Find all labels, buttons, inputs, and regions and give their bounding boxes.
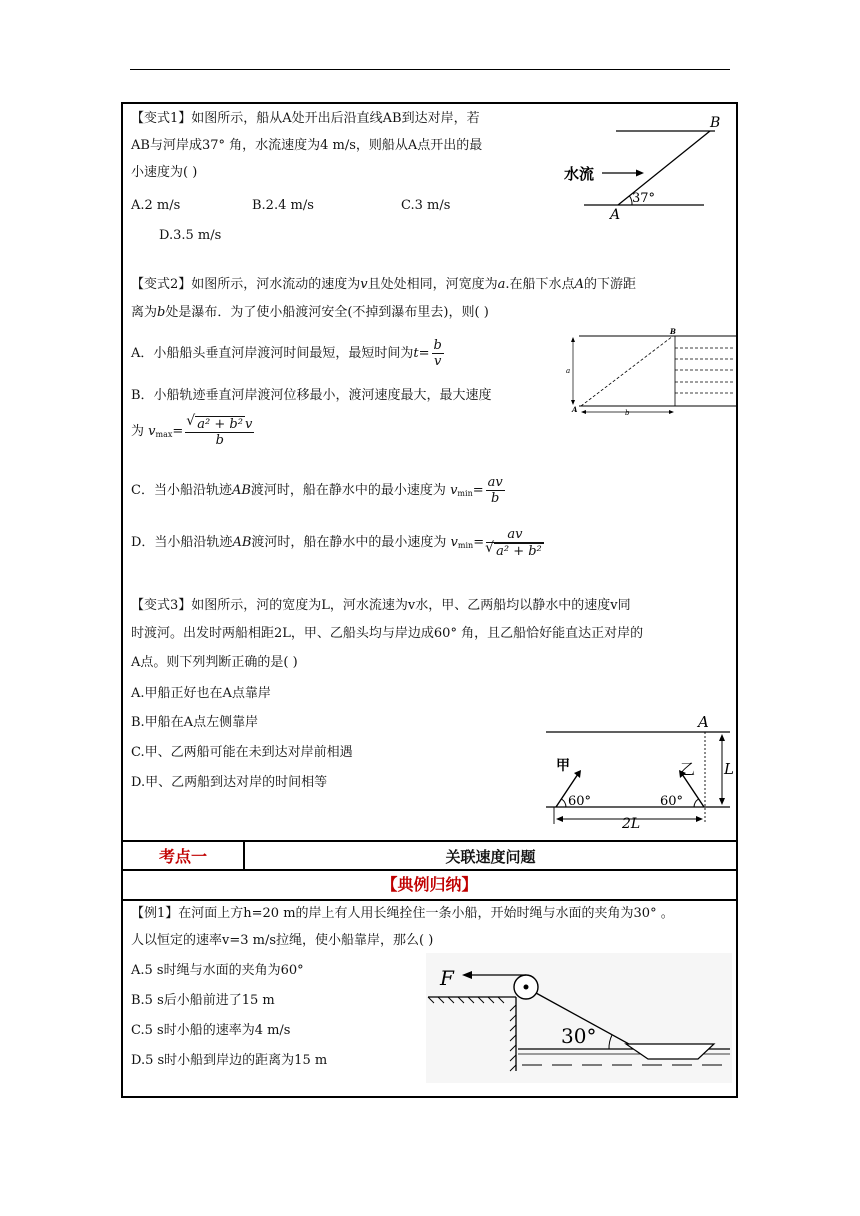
v2-fig-label-width: a bbox=[566, 367, 571, 375]
v2-l2a: 离为 bbox=[131, 305, 158, 320]
v3-option-c: C.甲、乙两船可能在未到达对岸前相遇 bbox=[131, 745, 353, 760]
v2-optc-eq: = bbox=[472, 483, 484, 498]
v1-figure bbox=[560, 112, 720, 224]
v2-opta-t: t bbox=[413, 346, 419, 361]
v2-option-b-2 bbox=[131, 415, 254, 452]
v3-line-3: A点。则下列判断正确的是( ) bbox=[131, 655, 298, 670]
v2-l2b: 处是瀑布．为了使小船渡河安全(不掉到瀑布里去)，则( ) bbox=[165, 305, 489, 320]
v2-fig-label-b: B bbox=[670, 327, 676, 336]
v2-optb-eq: = bbox=[172, 424, 184, 439]
v3-option-d: D.甲、乙两船到达对岸的时间相等 bbox=[131, 775, 328, 790]
v2-optb-num-v: v bbox=[244, 416, 253, 432]
v1-fig-label-b: B bbox=[710, 115, 720, 131]
v2-option-c bbox=[131, 474, 505, 511]
ex1-option-d: D.5 s时小船到岸边的距离为15 m bbox=[131, 1053, 328, 1068]
v3-fig-label-jia: 甲 bbox=[556, 758, 570, 774]
v1-option-d: D.3.5 m/s bbox=[159, 228, 222, 243]
v2-optd-text: D．当小船沿轨迹 bbox=[131, 535, 233, 550]
ex1-fig-label-f: F bbox=[440, 966, 454, 990]
v2-optd-num: av bbox=[486, 527, 544, 543]
v2-optd-den bbox=[486, 543, 544, 559]
v2-fig-label-dist: b bbox=[625, 409, 630, 416]
ex1-figure bbox=[426, 953, 732, 1083]
v2-optd-fraction bbox=[486, 527, 544, 559]
ex1-option-a: A.5 s时绳与水面的夹角为60° bbox=[131, 963, 304, 978]
v1-line-3: 小速度为( ) bbox=[131, 165, 198, 180]
v2-optd-vmin: v bbox=[450, 535, 458, 550]
ex1-fig-label-angle: 30° bbox=[561, 1024, 597, 1048]
v2-optc-den: b bbox=[491, 491, 500, 506]
v3-fig-label-dist: 2L bbox=[622, 816, 641, 832]
v2-fig-label-a: A bbox=[572, 405, 578, 414]
v2-optd-vmin-sub: min bbox=[457, 541, 474, 550]
v2-vmax: v bbox=[148, 424, 156, 439]
v1-option-a: A.2 m/s bbox=[131, 198, 181, 213]
ex1-line-1: 【例1】在河面上方h=20 m的岸上有人用长绳拴住一条小船，开始时绳与水面的夹角为30° 。 bbox=[131, 906, 674, 921]
v1-option-c: C.3 m/s bbox=[401, 198, 451, 213]
v3-fig-label-angle1: 60° bbox=[568, 794, 592, 809]
v2-A: A bbox=[574, 277, 584, 292]
v2-optb-den: b bbox=[215, 432, 224, 448]
v2-l1d: 的下游距 bbox=[583, 277, 636, 292]
v3-fig-label-yi: 乙 bbox=[680, 760, 696, 778]
v2-optb-wei: 为 bbox=[131, 424, 145, 439]
v2-optc-text: C．当小船沿轨迹 bbox=[131, 483, 232, 498]
v2-line-2 bbox=[131, 304, 489, 322]
v1-fig-label-a: A bbox=[610, 207, 621, 223]
v2-optc-num: av bbox=[487, 475, 503, 490]
v2-optc-fraction bbox=[486, 475, 505, 506]
v3-fig-label-l: L bbox=[724, 760, 734, 778]
v2-vmin: v bbox=[450, 483, 458, 498]
v3-figure bbox=[540, 712, 736, 832]
v2-opta-text: A．小船船头垂直河岸渡河时间最短，最短时间为 bbox=[131, 346, 414, 361]
ex1-option-b: B.5 s后小船前进了15 m bbox=[131, 993, 275, 1008]
header-rule bbox=[130, 69, 730, 70]
dianli-row bbox=[121, 871, 738, 901]
v2-figure bbox=[563, 326, 736, 416]
v2-optd-ab: AB bbox=[232, 535, 252, 550]
v3-line-2: 时渡河。出发时两船相距2L，甲、乙船头均与岸边成60° 角，且乙船恰好能直达正对岸的 bbox=[131, 626, 644, 641]
v2-option-a bbox=[131, 337, 444, 371]
v3-line-1: 【变式3】如图所示，河的宽度为L，河水流速为v水，甲、乙两船均以静水中的速度v同 bbox=[131, 598, 631, 613]
ex1-option-c: C.5 s时小船的速率为4 m/s bbox=[131, 1023, 291, 1038]
v1-line-2: AB与河岸成37° 角，水流速度为4 m/s，则船从A点开出的最 bbox=[131, 138, 483, 153]
v2-l1a: 【变式2】如图所示，河水流动的速度为 bbox=[131, 277, 361, 292]
v3-fig-label-a: A bbox=[698, 713, 709, 731]
v2-optd-text2: 渡河时，船在静水中的最小速度为 bbox=[251, 535, 447, 550]
v2-vmax-sub: max bbox=[155, 430, 173, 439]
v3-fig-label-angle2: 60° bbox=[660, 794, 684, 809]
v2-optd-eq: = bbox=[473, 535, 485, 550]
v2-optd-root: √ a² + b² bbox=[494, 543, 544, 559]
kaodian-row bbox=[121, 840, 738, 871]
dianli-title: 【典例归纳】 bbox=[381, 875, 478, 894]
kaodian-label: 考点一 bbox=[123, 842, 245, 869]
v2-optc-text2: 渡河时，船在静水中的最小速度为 bbox=[250, 483, 446, 498]
v2-b: b bbox=[157, 305, 166, 320]
v2-a: a bbox=[497, 277, 506, 292]
v2-vmin-sub: min bbox=[457, 489, 473, 498]
v2-opta-den: v bbox=[434, 354, 442, 369]
v2-v: v bbox=[360, 277, 368, 292]
v2-optb-num bbox=[185, 416, 254, 433]
v2-l1b: 且处处相同，河宽度为 bbox=[367, 277, 498, 292]
v3-option-b: B.甲船在A点左侧靠岸 bbox=[131, 715, 259, 730]
v1-option-b: B.2.4 m/s bbox=[252, 198, 314, 213]
v2-line-1 bbox=[131, 276, 636, 294]
kaodian-title: 关联速度问题 bbox=[445, 848, 536, 866]
ex1-line-2: 人以恒定的速率v=3 m/s拉绳，使小船靠岸，那么( ) bbox=[131, 933, 434, 948]
v1-fig-label-angle: 37° bbox=[632, 191, 656, 206]
v2-l1c: .在船下水点 bbox=[505, 277, 575, 292]
v1-line-1: 【变式1】如图所示，船从A处开出后沿直线AB到达对岸，若 bbox=[131, 111, 480, 126]
v2-option-b-1: B．小船轨迹垂直河岸渡河位移最小，渡河速度最大，最大速度 bbox=[131, 388, 492, 403]
v1-fig-label-flow: 水流 bbox=[564, 165, 595, 183]
v2-opta-num: b bbox=[433, 338, 442, 353]
v2-opta-eq: = bbox=[418, 346, 430, 361]
v2-optb-root: √ a² + b² bbox=[195, 416, 245, 432]
v2-opta-fraction bbox=[432, 338, 444, 369]
v3-option-a: A.甲船正好也在A点靠岸 bbox=[131, 686, 271, 701]
v2-option-d bbox=[131, 526, 544, 563]
v2-optb-fraction bbox=[185, 416, 254, 448]
v2-optc-ab: AB bbox=[231, 483, 251, 498]
